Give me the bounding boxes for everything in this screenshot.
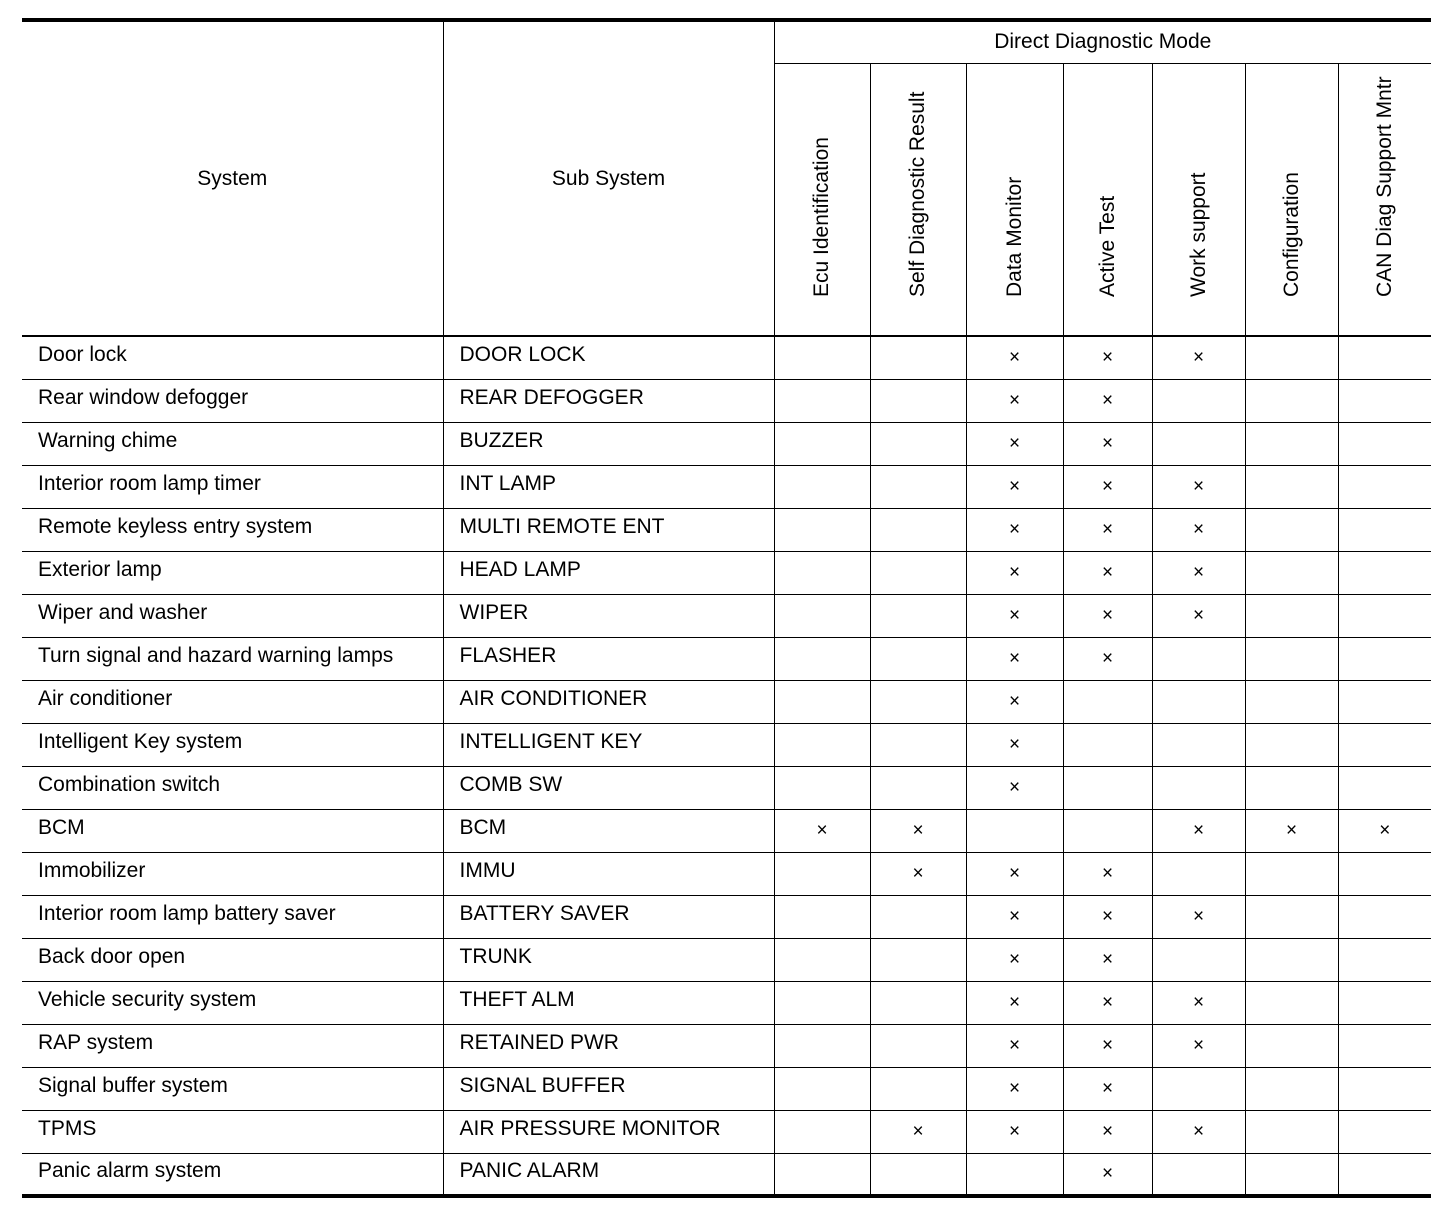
supported-mark-icon: × [912, 1120, 924, 1142]
table-row [22, 1153, 1431, 1196]
mode-cell [1245, 723, 1338, 766]
table-row [22, 680, 1431, 723]
table-row [22, 1110, 1431, 1153]
mode-cell [1245, 852, 1338, 895]
mode-cell [966, 637, 1063, 680]
mode-cell [1338, 422, 1431, 465]
mode-cell [1063, 422, 1152, 465]
mode-cell [1063, 895, 1152, 938]
mode-cell [1063, 852, 1152, 895]
table-row [22, 637, 1431, 680]
supported-mark-icon: × [1008, 1077, 1021, 1099]
system-cell: Intelligent Key system [22, 723, 443, 766]
mode-cell [1338, 680, 1431, 723]
sub-system-cell: MULTI REMOTE ENT [443, 508, 774, 551]
mode-cell [1245, 895, 1338, 938]
mode-cell [774, 852, 870, 895]
mode-cell [774, 680, 870, 723]
diagnostic-mode-table [22, 18, 1431, 1198]
supported-mark-icon: × [1008, 647, 1021, 669]
supported-mark-icon: × [1101, 346, 1114, 368]
header-system: System [22, 20, 443, 336]
mode-cell [870, 895, 966, 938]
supported-mark-icon: × [1101, 1077, 1114, 1099]
mode-cell [966, 938, 1063, 981]
system-cell: Warning chime [22, 422, 443, 465]
supported-mark-icon: × [1008, 346, 1021, 368]
mode-cell [1063, 680, 1152, 723]
mode-cell [1152, 1153, 1245, 1196]
table-row [22, 465, 1431, 508]
mode-cell [774, 809, 870, 852]
mode-cell [1245, 465, 1338, 508]
mode-cell [966, 895, 1063, 938]
mode-cell [1152, 551, 1245, 594]
table-row [22, 895, 1431, 938]
mode-cell [774, 637, 870, 680]
mode-cell [1152, 508, 1245, 551]
supported-mark-icon: × [912, 862, 924, 884]
mode-cell [1152, 766, 1245, 809]
supported-mark-icon: × [1192, 604, 1205, 626]
header-direct-diagnostic-mode: Direct Diagnostic Mode [774, 20, 1431, 63]
mode-cell [966, 422, 1063, 465]
mode-cell [1338, 594, 1431, 637]
mode-cell [1338, 336, 1431, 379]
sub-system-cell: RETAINED PWR [443, 1024, 774, 1067]
sub-system-cell: REAR DEFOGGER [443, 379, 774, 422]
mode-cell [870, 1110, 966, 1153]
supported-mark-icon: × [1101, 475, 1114, 497]
mode-cell [774, 508, 870, 551]
supported-mark-icon: × [1008, 1034, 1021, 1056]
header-data-monitor: Data Monitor [966, 63, 1063, 336]
supported-mark-icon: × [912, 819, 924, 841]
mode-cell [1063, 1024, 1152, 1067]
mode-cell [1063, 723, 1152, 766]
table-row [22, 981, 1431, 1024]
mode-cell [870, 938, 966, 981]
sub-system-cell: AIR PRESSURE MONITOR [443, 1110, 774, 1153]
supported-mark-icon: × [1008, 948, 1021, 970]
mode-cell [1063, 551, 1152, 594]
mode-cell [966, 551, 1063, 594]
mode-cell [1338, 465, 1431, 508]
system-cell: Back door open [22, 938, 443, 981]
mode-cell [1152, 809, 1245, 852]
supported-mark-icon: × [1101, 1162, 1114, 1184]
mode-cell [870, 852, 966, 895]
mode-cell [870, 809, 966, 852]
mode-cell [774, 938, 870, 981]
supported-mark-icon: × [1008, 475, 1021, 497]
header-configuration: Configuration [1245, 63, 1338, 336]
supported-mark-icon: × [1008, 905, 1021, 927]
supported-mark-icon: × [1101, 862, 1114, 884]
mode-cell [1245, 938, 1338, 981]
supported-mark-icon: × [1192, 475, 1205, 497]
table-row [22, 551, 1431, 594]
mode-cell [870, 1067, 966, 1110]
sub-system-cell: SIGNAL BUFFER [443, 1067, 774, 1110]
system-cell: TPMS [22, 1110, 443, 1153]
mode-cell [1245, 594, 1338, 637]
mode-cell [870, 379, 966, 422]
mode-cell [1245, 1067, 1338, 1110]
mode-cell [870, 1153, 966, 1196]
mode-cell [774, 465, 870, 508]
header-active-test: Active Test [1063, 63, 1152, 336]
mode-cell [774, 379, 870, 422]
mode-cell [774, 551, 870, 594]
mode-cell [1152, 981, 1245, 1024]
header-sub-system: Sub System [443, 20, 774, 336]
table-row [22, 336, 1431, 379]
system-cell: Rear window defogger [22, 379, 443, 422]
supported-mark-icon: × [1192, 819, 1205, 841]
mode-cell [1152, 465, 1245, 508]
mode-cell [1245, 551, 1338, 594]
sub-system-cell: BUZZER [443, 422, 774, 465]
mode-cell [1338, 551, 1431, 594]
system-cell: Wiper and washer [22, 594, 443, 637]
mode-cell [1245, 1024, 1338, 1067]
supported-mark-icon: × [1101, 647, 1114, 669]
mode-cell [774, 723, 870, 766]
mode-cell [1152, 938, 1245, 981]
mode-cell [966, 465, 1063, 508]
supported-mark-icon: × [1101, 561, 1114, 583]
table-row [22, 809, 1431, 852]
mode-cell [870, 981, 966, 1024]
supported-mark-icon: × [1101, 905, 1114, 927]
header-work-support: Work support [1152, 63, 1245, 336]
sub-system-cell: WIPER [443, 594, 774, 637]
mode-cell [870, 465, 966, 508]
mode-cell [966, 336, 1063, 379]
supported-mark-icon: × [1192, 346, 1205, 368]
mode-cell [1152, 723, 1245, 766]
supported-mark-icon: × [1192, 1120, 1205, 1142]
table-row [22, 766, 1431, 809]
mode-cell [870, 1024, 966, 1067]
system-cell: Immobilizer [22, 852, 443, 895]
mode-cell [870, 508, 966, 551]
system-cell: Remote keyless entry system [22, 508, 443, 551]
mode-cell [1338, 637, 1431, 680]
mode-cell [966, 1024, 1063, 1067]
supported-mark-icon: × [1192, 1034, 1205, 1056]
system-cell: Signal buffer system [22, 1067, 443, 1110]
mode-cell [1063, 1153, 1152, 1196]
mode-cell [1063, 508, 1152, 551]
system-cell: Combination switch [22, 766, 443, 809]
mode-cell [1063, 1067, 1152, 1110]
mode-cell [1063, 336, 1152, 379]
supported-mark-icon: × [1285, 819, 1298, 841]
mode-cell [1152, 594, 1245, 637]
system-cell: Turn signal and hazard warning lamps [22, 637, 443, 680]
mode-cell [1338, 379, 1431, 422]
sub-system-cell: FLASHER [443, 637, 774, 680]
system-cell: Panic alarm system [22, 1153, 443, 1196]
mode-cell [1245, 379, 1338, 422]
mode-cell [1152, 1067, 1245, 1110]
mode-cell [966, 852, 1063, 895]
supported-mark-icon: × [1192, 518, 1205, 540]
system-cell: Interior room lamp timer [22, 465, 443, 508]
mode-cell [774, 1110, 870, 1153]
supported-mark-icon: × [1192, 561, 1205, 583]
mode-cell [1152, 336, 1245, 379]
supported-mark-icon: × [1008, 690, 1021, 712]
mode-cell [966, 680, 1063, 723]
mode-cell [1338, 1153, 1431, 1196]
mode-cell [870, 422, 966, 465]
mode-cell [1338, 1024, 1431, 1067]
supported-mark-icon: × [1008, 1120, 1021, 1142]
sub-system-cell: IMMU [443, 852, 774, 895]
table-row [22, 594, 1431, 637]
mode-cell [1245, 766, 1338, 809]
sub-system-cell: INT LAMP [443, 465, 774, 508]
sub-system-cell: HEAD LAMP [443, 551, 774, 594]
system-cell: RAP system [22, 1024, 443, 1067]
sub-system-cell: DOOR LOCK [443, 336, 774, 379]
mode-cell [1063, 465, 1152, 508]
system-cell: Air conditioner [22, 680, 443, 723]
system-cell: Interior room lamp battery saver [22, 895, 443, 938]
supported-mark-icon: × [816, 819, 828, 841]
supported-mark-icon: × [1101, 1120, 1114, 1142]
supported-mark-icon: × [1008, 432, 1021, 454]
mode-cell [1063, 379, 1152, 422]
mode-cell [1152, 637, 1245, 680]
mode-cell [774, 594, 870, 637]
mode-cell [774, 336, 870, 379]
mode-cell [1245, 680, 1338, 723]
sub-system-cell: THEFT ALM [443, 981, 774, 1024]
supported-mark-icon: × [1101, 389, 1114, 411]
mode-cell [966, 1067, 1063, 1110]
supported-mark-icon: × [1101, 604, 1114, 626]
system-cell: Vehicle security system [22, 981, 443, 1024]
sub-system-cell: BCM [443, 809, 774, 852]
mode-cell [774, 766, 870, 809]
mode-cell [966, 1110, 1063, 1153]
sub-system-cell: BATTERY SAVER [443, 895, 774, 938]
mode-cell [1338, 809, 1431, 852]
sub-system-cell: COMB SW [443, 766, 774, 809]
supported-mark-icon: × [1192, 991, 1205, 1013]
table-row [22, 723, 1431, 766]
sub-system-cell: INTELLIGENT KEY [443, 723, 774, 766]
mode-cell [1245, 1110, 1338, 1153]
mode-cell [774, 1153, 870, 1196]
supported-mark-icon: × [1008, 733, 1021, 755]
mode-cell [870, 336, 966, 379]
mode-cell [870, 551, 966, 594]
mode-cell [1338, 852, 1431, 895]
mode-cell [1063, 1110, 1152, 1153]
mode-cell [1245, 981, 1338, 1024]
mode-cell [966, 766, 1063, 809]
mode-cell [1338, 766, 1431, 809]
table-row [22, 379, 1431, 422]
sub-system-cell: PANIC ALARM [443, 1153, 774, 1196]
mode-cell [966, 723, 1063, 766]
mode-cell [966, 594, 1063, 637]
mode-cell [966, 379, 1063, 422]
mode-cell [966, 809, 1063, 852]
mode-cell [1063, 981, 1152, 1024]
supported-mark-icon: × [1379, 819, 1391, 841]
header-self-diagnostic-result: Self Diagnostic Result [870, 63, 966, 336]
mode-cell [774, 981, 870, 1024]
mode-cell [1245, 809, 1338, 852]
mode-cell [1063, 637, 1152, 680]
mode-cell [1063, 809, 1152, 852]
system-cell: Door lock [22, 336, 443, 379]
mode-cell [1152, 852, 1245, 895]
mode-cell [1338, 1067, 1431, 1110]
system-cell: BCM [22, 809, 443, 852]
mode-cell [1245, 336, 1338, 379]
supported-mark-icon: × [1008, 604, 1021, 626]
supported-mark-icon: × [1008, 776, 1021, 798]
mode-cell [1245, 637, 1338, 680]
supported-mark-icon: × [1192, 905, 1205, 927]
mode-cell [1152, 1110, 1245, 1153]
mode-cell [1338, 1110, 1431, 1153]
table-body [22, 336, 1431, 1196]
header-can-diag-support-mntr: CAN Diag Support Mntr [1338, 63, 1431, 336]
sub-system-cell: AIR CONDITIONER [443, 680, 774, 723]
mode-cell [870, 723, 966, 766]
mode-cell [1338, 508, 1431, 551]
mode-cell [774, 1067, 870, 1110]
mode-cell [1063, 938, 1152, 981]
table-row [22, 1067, 1431, 1110]
supported-mark-icon: × [1101, 1034, 1114, 1056]
supported-mark-icon: × [1008, 862, 1021, 884]
supported-mark-icon: × [1008, 389, 1021, 411]
sub-system-cell: TRUNK [443, 938, 774, 981]
mode-cell [870, 637, 966, 680]
mode-cell [1063, 594, 1152, 637]
supported-mark-icon: × [1008, 561, 1021, 583]
supported-mark-icon: × [1008, 518, 1021, 540]
supported-mark-icon: × [1101, 948, 1114, 970]
mode-cell [966, 981, 1063, 1024]
mode-cell [1338, 938, 1431, 981]
mode-cell [1245, 422, 1338, 465]
mode-cell [1338, 895, 1431, 938]
mode-cell [1245, 508, 1338, 551]
header-ecu-identification: Ecu Identification [774, 63, 870, 336]
mode-cell [774, 1024, 870, 1067]
mode-cell [870, 766, 966, 809]
mode-cell [870, 594, 966, 637]
mode-cell [1245, 1153, 1338, 1196]
supported-mark-icon: × [1101, 991, 1114, 1013]
supported-mark-icon: × [1008, 991, 1021, 1013]
mode-cell [774, 422, 870, 465]
table-row [22, 852, 1431, 895]
table-row [22, 1024, 1431, 1067]
supported-mark-icon: × [1101, 432, 1114, 454]
supported-mark-icon: × [1101, 518, 1114, 540]
mode-cell [966, 1153, 1063, 1196]
mode-cell [1152, 1024, 1245, 1067]
system-cell: Exterior lamp [22, 551, 443, 594]
mode-cell [1152, 422, 1245, 465]
mode-cell [1338, 723, 1431, 766]
table-row [22, 938, 1431, 981]
table-row [22, 508, 1431, 551]
mode-cell [1338, 981, 1431, 1024]
mode-cell [1063, 766, 1152, 809]
mode-cell [1152, 895, 1245, 938]
mode-cell [1152, 680, 1245, 723]
mode-cell [1152, 379, 1245, 422]
mode-cell [870, 680, 966, 723]
mode-cell [966, 508, 1063, 551]
table-row [22, 422, 1431, 465]
mode-cell [774, 895, 870, 938]
